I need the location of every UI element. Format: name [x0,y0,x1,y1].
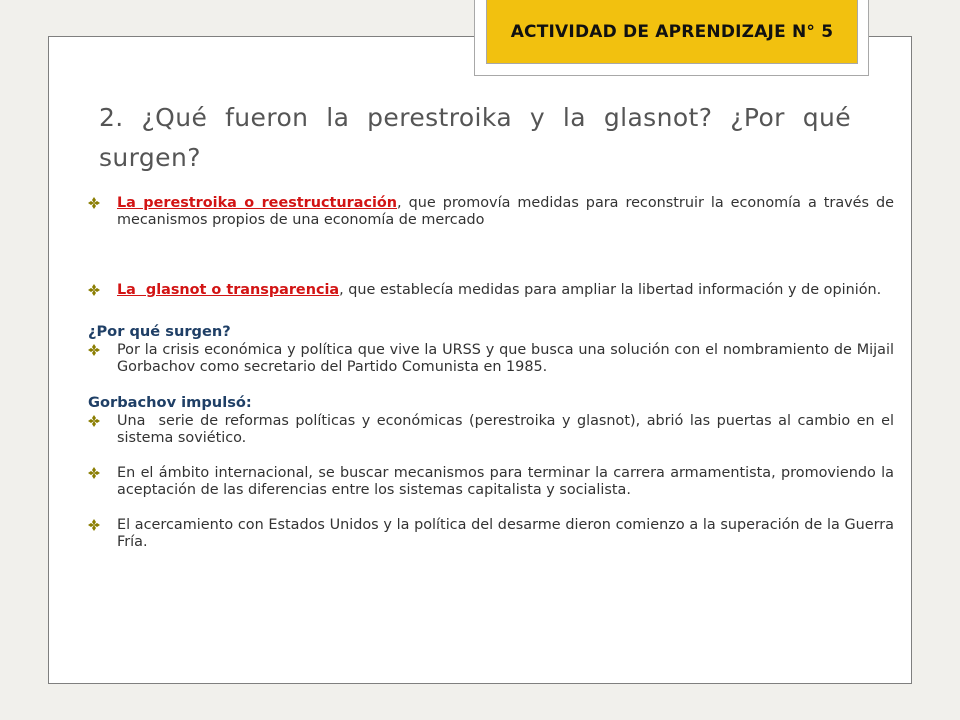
bullet-glasnot [88,282,894,299]
bullet-icon [88,519,100,531]
bullet-icon [88,467,100,479]
cold-war-text: El acercamiento con Estados Unidos y la política del desarme dieron comienzo a la superación de la Guerra Fría. [117,517,894,550]
bullet-cold-war [88,517,894,551]
bullet-reforms [88,413,899,447]
glasnot-term: La glasnot o transparencia [117,282,340,298]
perestroika-text: , que promovía medidas para reconstruir la economía a través de mecanismos propios de una economía de mercado [117,195,894,228]
reforms-text: Una serie de reformas políticas y económicas (perestroika y glasnot), abrió las puertas al cambio en el sistema soviético. [117,413,899,446]
why-heading: ¿Por qué surgen? [88,323,231,340]
bullet-icon [88,284,100,296]
why-text: Por la crisis económica y política que vive la URSS y que busca una solución con el nombramiento de Mijail Gorbachov como secretario del Partido Comunista en 1985. [117,342,894,375]
bullet-icon [88,344,100,356]
perestroika-term: La perestroika o reestructuración [117,195,398,211]
international-text: En el ámbito internacional, se buscar mecanismos para terminar la carrera armamentista, promoviendo la aceptación de las diferencias entre los sistemas capitalista y socialista. [117,465,894,498]
activity-badge [486,0,858,64]
slide-content [88,195,899,551]
badge-text: ACTIVIDAD DE APRENDIZAJE N° 5 [510,21,834,42]
gorbachov-heading: Gorbachov impulsó: [88,394,252,411]
glasnot-text: , que establecía medidas para ampliar la libertad información y de opinión. [339,282,882,298]
slide-title: 2. ¿Qué fueron la perestroika y la glasnot? ¿Por qué surgen? [99,103,851,172]
bullet-icon [88,197,100,209]
bullet-why [88,342,894,376]
bullet-perestroika [88,195,894,229]
bullet-international [88,465,894,499]
bullet-icon [88,415,100,427]
